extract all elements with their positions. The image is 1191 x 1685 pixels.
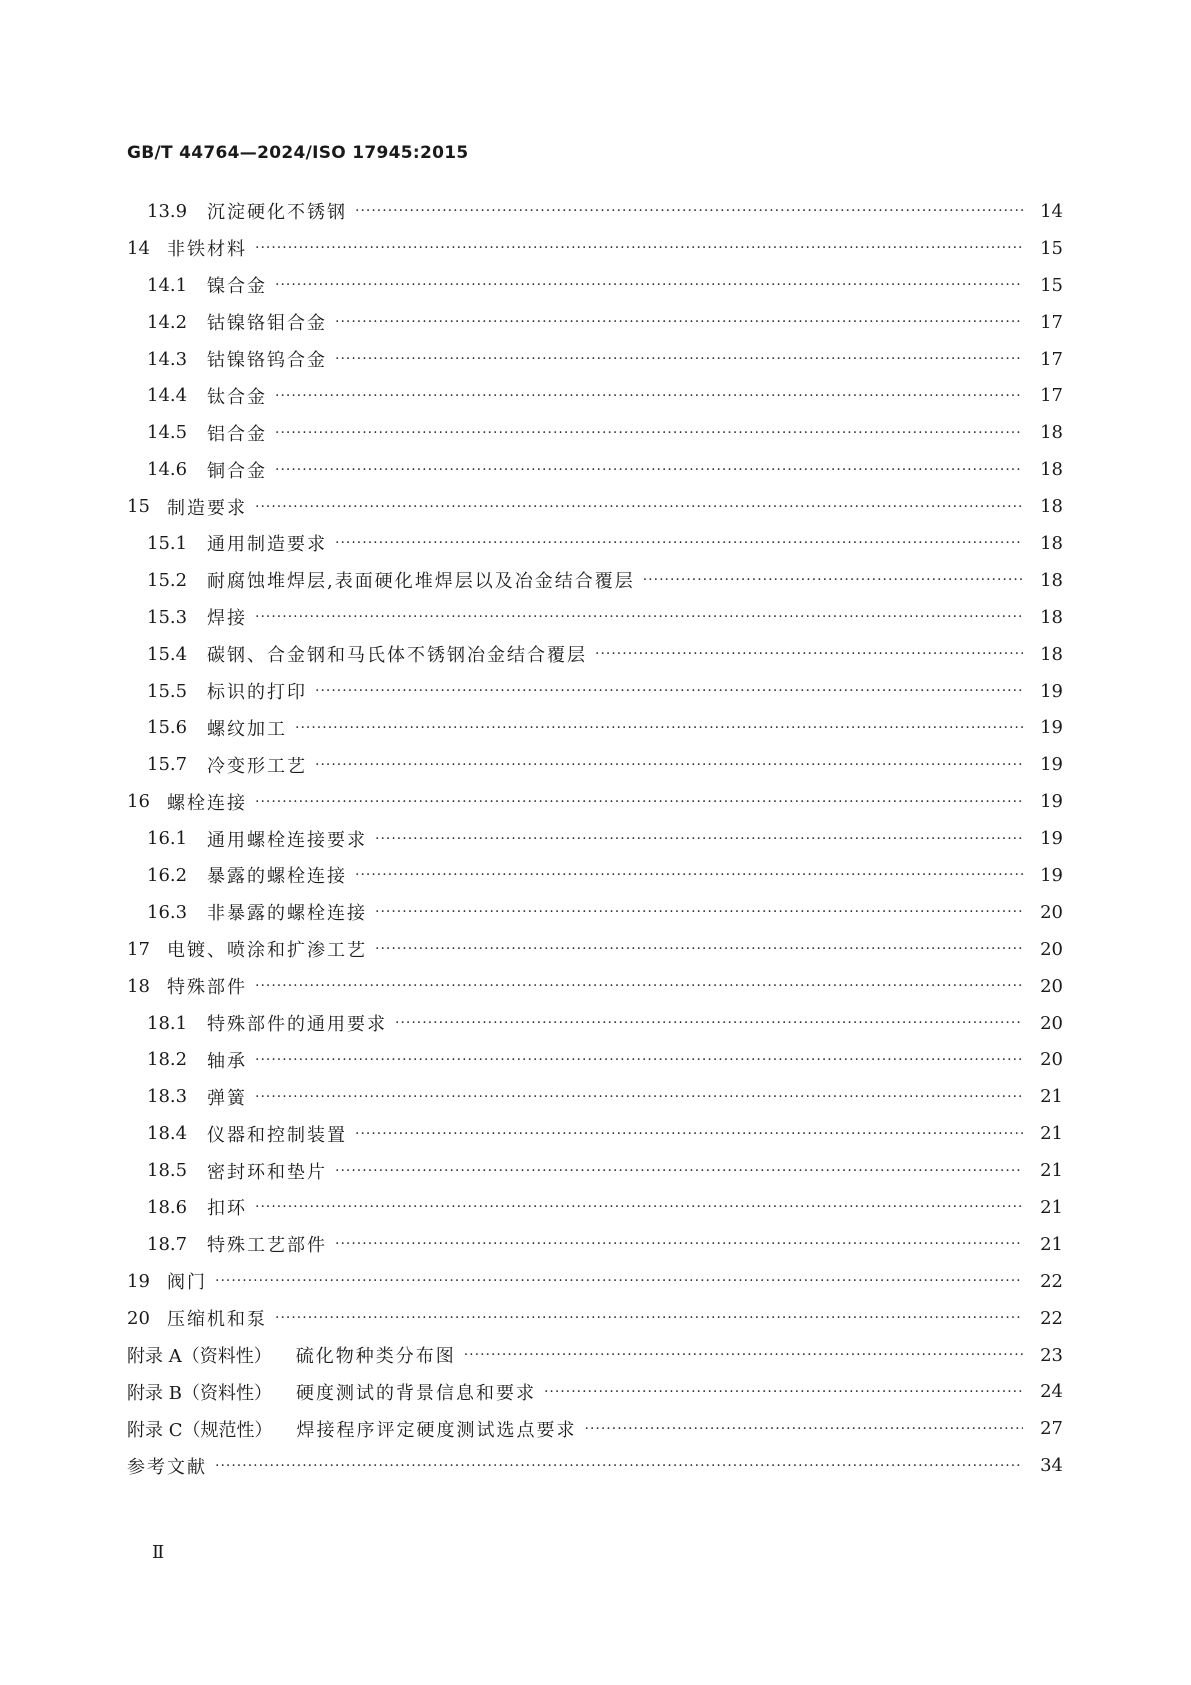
toc-entry-title: 压缩机和泵 xyxy=(167,1309,267,1331)
toc-entry-page: 15 xyxy=(1040,274,1063,296)
toc-entry[interactable] xyxy=(127,1410,1063,1447)
dot-leader xyxy=(215,1273,1023,1289)
dot-leader xyxy=(585,1421,1024,1437)
toc-entry[interactable] xyxy=(127,1005,1063,1042)
toc-entry-page: 20 xyxy=(1040,938,1063,960)
dot-leader xyxy=(375,904,1023,920)
toc-entry-title: 钴镍铬钨合金 xyxy=(207,350,327,371)
toc-entry-page: 18 xyxy=(1040,643,1063,665)
dot-leader xyxy=(355,867,1023,883)
toc-entry[interactable] xyxy=(127,304,1063,341)
toc-entry-number: 14.5 xyxy=(147,422,188,444)
toc-entry-number: 14.4 xyxy=(147,385,188,407)
toc-entry-number: 15 xyxy=(127,496,150,518)
toc-entry-title: 非铁材料 xyxy=(167,239,247,261)
toc-entry-page: 17 xyxy=(1040,311,1063,333)
toc-entry-number: 20 xyxy=(127,1307,150,1329)
toc-entry-title: 特殊工艺部件 xyxy=(207,1235,327,1257)
toc-entry-title: 铜合金 xyxy=(207,460,267,482)
toc-entry-title: 暴露的螺栓连接 xyxy=(207,866,347,888)
toc-entry-title: 弹簧 xyxy=(207,1087,247,1109)
dot-leader xyxy=(395,1015,1023,1031)
toc-entry-title: 电镀、喷涂和扩渗工艺 xyxy=(167,940,367,962)
dot-leader xyxy=(335,351,1023,367)
toc-entry-title: 焊接程序评定硬度测试选点要求 xyxy=(296,1419,577,1441)
toc-entry[interactable] xyxy=(127,1152,1063,1189)
toc-entry-title: 轴承 xyxy=(207,1050,247,1072)
toc-entry-title: 特殊部件 xyxy=(167,977,247,999)
toc-entry-title: 铝合金 xyxy=(207,423,267,445)
dot-leader xyxy=(275,388,1023,404)
toc-entry[interactable] xyxy=(127,414,1063,451)
toc-entry[interactable] xyxy=(127,746,1063,783)
toc-entry-title: 冷变形工艺 xyxy=(207,755,307,777)
toc-entry-title: 密封环和垫片 xyxy=(207,1161,327,1183)
toc-entry-number: 15.4 xyxy=(147,643,188,665)
dot-leader xyxy=(335,1236,1023,1252)
toc-entry-page: 21 xyxy=(1040,1123,1063,1145)
dot-leader xyxy=(355,1126,1023,1142)
toc-entry-number: 16.2 xyxy=(147,864,188,886)
toc-entry-page: 21 xyxy=(1040,1196,1063,1218)
dot-leader xyxy=(215,1458,1023,1474)
toc-entry[interactable] xyxy=(127,1263,1063,1300)
toc-entry[interactable] xyxy=(127,267,1063,304)
toc-entry[interactable] xyxy=(127,1226,1063,1263)
toc-entry-page: 18 xyxy=(1040,496,1063,518)
toc-entry[interactable] xyxy=(127,1189,1063,1226)
toc-entry[interactable] xyxy=(127,673,1063,710)
toc-entry[interactable] xyxy=(127,525,1063,562)
toc-entry-page: 21 xyxy=(1040,1086,1063,1108)
toc-entry[interactable] xyxy=(127,1447,1063,1484)
toc-entry-page: 20 xyxy=(1040,1049,1063,1071)
toc-entry-title: 通用制造要求 xyxy=(207,534,327,556)
toc-entry-number: 14.3 xyxy=(147,348,188,370)
toc-entry-title: 螺纹加工 xyxy=(207,718,287,740)
toc-entry-page: 18 xyxy=(1040,606,1063,628)
dot-leader xyxy=(295,720,1023,736)
toc-entry-title: 碳钢、合金钢和马氏体不锈钢冶金结合覆层 xyxy=(207,645,587,667)
toc-entry-title: 硬度测试的背景信息和要求 xyxy=(295,1382,536,1404)
toc-entry[interactable] xyxy=(127,709,1063,746)
toc-entry-page: 19 xyxy=(1040,828,1063,850)
dot-leader xyxy=(643,572,1023,588)
toc-entry-number: 18.6 xyxy=(147,1196,188,1218)
toc-entry-number: 15.5 xyxy=(147,680,188,702)
toc-entry-number: 18.5 xyxy=(147,1160,188,1182)
dot-leader xyxy=(255,1089,1023,1105)
dot-leader xyxy=(375,941,1023,957)
dot-leader xyxy=(275,277,1023,293)
toc-entry-number: 14.6 xyxy=(147,459,188,481)
toc-entry[interactable] xyxy=(127,341,1063,378)
toc-entry-number: 附录 C（规范性） xyxy=(127,1419,273,1441)
dot-leader xyxy=(315,757,1023,773)
toc-entry-page: 19 xyxy=(1040,680,1063,702)
toc-entry[interactable] xyxy=(127,230,1063,267)
toc-entry-page: 24 xyxy=(1040,1381,1063,1403)
toc-entry-number: 18 xyxy=(127,975,150,997)
page-number: Ⅱ xyxy=(152,1542,165,1563)
toc-entry-number: 14 xyxy=(127,237,150,259)
dot-leader xyxy=(255,240,1023,256)
dot-leader xyxy=(544,1384,1023,1400)
toc-entry-page: 18 xyxy=(1040,459,1063,481)
toc-entry[interactable] xyxy=(127,894,1063,931)
toc-entry-title: 钛合金 xyxy=(207,386,267,408)
toc-entry-number: 19 xyxy=(127,1270,150,1292)
dot-leader xyxy=(255,499,1023,515)
toc-entry-title: 制造要求 xyxy=(167,497,247,519)
toc-entry[interactable] xyxy=(127,193,1063,230)
dot-leader xyxy=(335,1163,1023,1179)
toc-entry-title: 螺栓连接 xyxy=(167,792,247,814)
toc-entry-page: 15 xyxy=(1040,237,1063,259)
table-of-contents xyxy=(127,193,1063,1484)
toc-entry-title: 焊接 xyxy=(207,608,247,630)
toc-entry-page: 22 xyxy=(1040,1270,1063,1292)
toc-entry[interactable] xyxy=(127,1078,1063,1115)
toc-entry-page: 18 xyxy=(1040,422,1063,444)
toc-entry-page: 20 xyxy=(1040,901,1063,923)
toc-entry-number: 18.1 xyxy=(147,1012,188,1034)
toc-entry-title: 阀门 xyxy=(167,1272,207,1294)
dot-leader xyxy=(375,831,1023,847)
toc-entry-page: 21 xyxy=(1040,1233,1063,1255)
toc-entry-page: 17 xyxy=(1040,385,1063,407)
toc-entry-title: 硫化物种类分布图 xyxy=(295,1346,456,1368)
toc-entry[interactable] xyxy=(127,451,1063,488)
dot-leader xyxy=(355,203,1023,219)
toc-entry-page: 22 xyxy=(1040,1307,1063,1329)
toc-entry-title: 通用螺栓连接要求 xyxy=(207,829,367,851)
dot-leader xyxy=(255,978,1023,994)
dot-leader xyxy=(335,535,1023,551)
toc-entry-page: 20 xyxy=(1040,975,1063,997)
dot-leader xyxy=(255,1052,1023,1068)
toc-entry-number: 18.4 xyxy=(147,1123,188,1145)
dot-leader xyxy=(255,609,1023,625)
toc-entry-number: 15.2 xyxy=(147,569,188,591)
toc-entry[interactable] xyxy=(127,636,1063,673)
toc-entry-number: 14.2 xyxy=(147,311,188,333)
toc-entry-page: 19 xyxy=(1040,864,1063,886)
toc-entry[interactable] xyxy=(127,1115,1063,1152)
toc-entry[interactable] xyxy=(127,1374,1063,1411)
dot-leader xyxy=(464,1347,1023,1363)
toc-entry-title: 标识的打印 xyxy=(207,682,307,704)
dot-leader xyxy=(255,794,1023,810)
standard-header: GB/T 44764—2024/ISO 17945:2015 xyxy=(127,143,469,163)
toc-entry-page: 34 xyxy=(1040,1455,1063,1477)
toc-entry-number: 15.6 xyxy=(147,717,188,739)
toc-entry-number: 附录 A（资料性） xyxy=(127,1346,272,1368)
toc-entry-page: 18 xyxy=(1040,569,1063,591)
toc-entry[interactable] xyxy=(127,1041,1063,1078)
toc-entry-title: 参考文献 xyxy=(127,1456,207,1478)
dot-leader xyxy=(275,1310,1023,1326)
dot-leader xyxy=(315,683,1023,699)
toc-entry[interactable] xyxy=(127,968,1063,1005)
toc-entry[interactable] xyxy=(127,599,1063,636)
toc-entry-number: 16 xyxy=(127,791,150,813)
dot-leader xyxy=(275,462,1023,478)
dot-leader xyxy=(275,425,1023,441)
toc-entry-page: 23 xyxy=(1040,1344,1063,1366)
toc-entry-number: 15.1 xyxy=(147,532,188,554)
toc-entry-page: 27 xyxy=(1040,1418,1063,1440)
toc-entry-title: 沉淀硬化不锈钢 xyxy=(207,202,347,224)
toc-entry-title: 耐腐蚀堆焊层,表面硬化堆焊层以及冶金结合覆层 xyxy=(207,571,635,593)
toc-entry[interactable] xyxy=(127,1300,1063,1337)
toc-entry-title: 扣环 xyxy=(207,1198,247,1220)
toc-entry-page: 14 xyxy=(1040,200,1063,222)
toc-entry-title: 钴镍铬钼合金 xyxy=(207,313,327,335)
toc-entry-number: 15.3 xyxy=(147,606,188,628)
toc-entry-number: 14.1 xyxy=(147,274,188,296)
toc-entry-number: 16.3 xyxy=(147,901,188,923)
toc-entry[interactable] xyxy=(127,377,1063,414)
toc-entry[interactable] xyxy=(127,488,1063,525)
toc-entry[interactable] xyxy=(127,1337,1063,1374)
toc-entry-number: 17 xyxy=(127,938,150,960)
toc-entry[interactable] xyxy=(127,783,1063,820)
toc-entry-page: 18 xyxy=(1040,532,1063,554)
toc-entry[interactable] xyxy=(127,820,1063,857)
toc-entry-page: 17 xyxy=(1040,348,1063,370)
toc-entry-number: 18.2 xyxy=(147,1049,188,1071)
toc-entry[interactable] xyxy=(127,931,1063,968)
toc-entry-number: 附录 B（资料性） xyxy=(127,1382,272,1404)
toc-entry[interactable] xyxy=(127,857,1063,894)
toc-entry-number: 16.1 xyxy=(147,828,188,850)
toc-entry-number: 13.9 xyxy=(147,200,188,222)
toc-entry-number: 18.3 xyxy=(147,1086,188,1108)
dot-leader xyxy=(595,646,1023,662)
toc-entry-title: 镍合金 xyxy=(207,276,267,298)
toc-entry-title: 特殊部件的通用要求 xyxy=(207,1014,387,1036)
toc-entry-number: 18.7 xyxy=(147,1233,188,1255)
toc-entry-page: 20 xyxy=(1040,1012,1063,1034)
toc-entry-number: 15.7 xyxy=(147,754,188,776)
toc-entry[interactable] xyxy=(127,562,1063,599)
dot-leader xyxy=(255,1199,1023,1215)
toc-entry-page: 19 xyxy=(1040,717,1063,739)
toc-entry-page: 21 xyxy=(1040,1160,1063,1182)
toc-entry-title: 仪器和控制装置 xyxy=(207,1124,347,1146)
toc-entry-page: 19 xyxy=(1040,754,1063,776)
toc-entry-title: 非暴露的螺栓连接 xyxy=(207,903,367,925)
dot-leader xyxy=(335,314,1023,330)
toc-entry-page: 19 xyxy=(1040,791,1063,813)
